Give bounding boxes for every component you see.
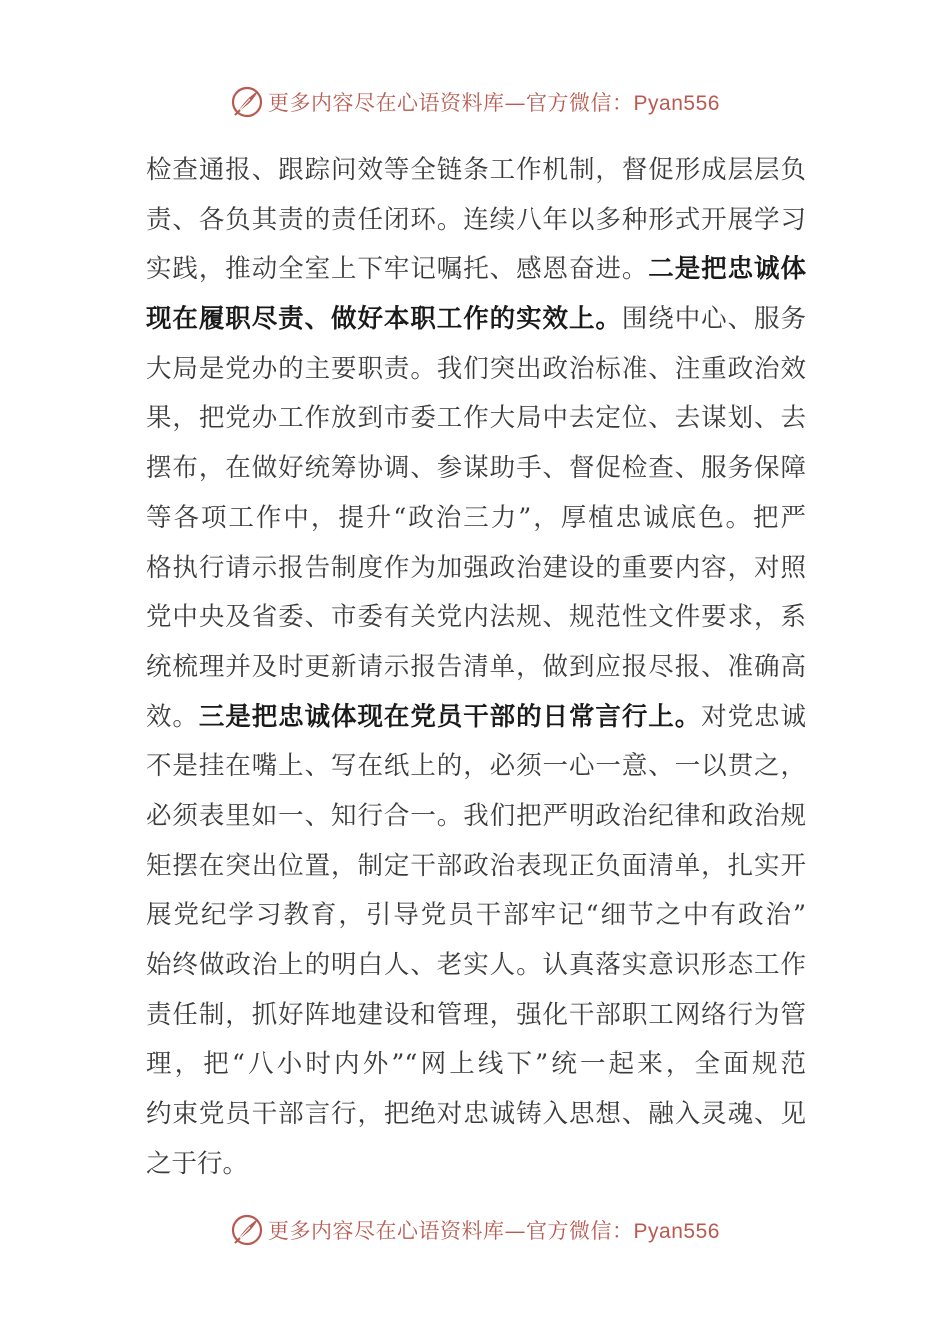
text-line [146, 1140, 806, 1190]
footer-site-name: 更多内容尽在心语资料库 [268, 1219, 505, 1243]
text-line [146, 394, 806, 444]
text-line [146, 593, 806, 643]
footer-banner [0, 1208, 950, 1252]
text-segment: 对党忠诚 [701, 701, 806, 732]
text-segment: 大局是党办的主要职责。我们突出政治标准、注重政治效 [146, 353, 806, 384]
bold-heading-segment: 三是把忠诚体现在党员干部的日常言行上。 [198, 701, 702, 732]
text-segment: 责任制，抓好阵地建设和管理，强化干部职工网络行为管 [146, 999, 806, 1030]
header-wechat-label: 官方微信： [526, 91, 634, 115]
text-segment: 围绕中心、服务 [621, 304, 806, 335]
text-segment: 格执行请示报告制度作为加强政治建设的重要内容，对照 [146, 552, 806, 583]
text-line [146, 345, 806, 395]
text-segment: 摆布，在做好统筹协调、参谋助手、督促检查、服务保障 [146, 453, 806, 484]
text-line [146, 245, 806, 295]
text-segment: 等各项工作中，提升“政治三力”，厚植忠诚底色。把严 [146, 502, 806, 533]
text-segment: 矩摆在突出位置，制定干部政治表现正负面清单，扎实开 [146, 850, 806, 881]
text-segment: 党中央及省委、市委有关党内法规、规范性文件要求，系 [146, 602, 806, 633]
header-text [268, 87, 720, 117]
text-segment: 约束党员干部言行，把绝对忠诚铸入思想、融入灵魂、见 [146, 1099, 806, 1130]
text-segment: 检查通报、跟踪问效等全链条工作机制，督促形成层层负 [146, 155, 806, 185]
text-segment: 理，把“八小时内外”“网上线下”统一起来，全面规范 [146, 1049, 806, 1080]
text-line [146, 444, 806, 494]
feather-pen-logo-icon [230, 1213, 264, 1247]
text-line [146, 295, 806, 345]
text-line [146, 1040, 806, 1090]
footer-text [268, 1215, 720, 1245]
text-line [146, 991, 806, 1041]
bold-heading-segment: 现在履职尽责、做好本职工作的实效上。 [146, 304, 622, 335]
text-segment: 统梳理并及时更新请示报告清单，做到应报尽报、准确高 [146, 651, 806, 682]
text-line [146, 544, 806, 594]
text-line [146, 693, 806, 743]
footer-wechat-id: Pyan556 [633, 1220, 720, 1243]
text-segment: 实践，推动全室上下牢记嘱托、感恩奋进。 [146, 254, 649, 285]
header-dash: — [504, 91, 527, 115]
text-line [146, 196, 806, 246]
text-line [146, 146, 806, 196]
footer-dash: — [504, 1219, 527, 1243]
text-segment: 始终做政治上的明白人、老实人。认真落实意识形态工作 [146, 950, 806, 980]
document-body [146, 146, 806, 1189]
text-segment: 之于行。 [146, 1148, 249, 1179]
text-line [146, 792, 806, 842]
text-line [146, 941, 806, 991]
text-line [146, 643, 806, 693]
text-segment: 不是挂在嘴上、写在纸上的，必须一心一意、一以贯之， [146, 751, 806, 782]
text-line [146, 842, 806, 892]
text-line [146, 742, 806, 792]
text-line [146, 1090, 806, 1140]
text-line [146, 891, 806, 941]
header-banner [0, 80, 950, 124]
feather-pen-logo-icon [230, 85, 264, 119]
text-segment: 果，把党办工作放到市委工作大局中去定位、去谋划、去 [146, 403, 806, 434]
text-segment: 责、各负其责的责任闭环。连续八年以多种形式开展学习 [146, 204, 806, 235]
text-segment: 必须表里如一、知行合一。我们把严明政治纪律和政治规 [146, 800, 806, 831]
header-site-name: 更多内容尽在心语资料库 [268, 91, 505, 115]
footer-wechat-label: 官方微信： [526, 1219, 634, 1243]
text-line [146, 494, 806, 544]
header-wechat-id: Pyan556 [633, 92, 720, 115]
text-segment: 效。 [146, 701, 199, 732]
text-segment: 展党纪学习教育，引导党员干部牢记“细节之中有政治” [146, 900, 806, 931]
bold-heading-segment: 二是把忠诚体 [648, 254, 806, 285]
